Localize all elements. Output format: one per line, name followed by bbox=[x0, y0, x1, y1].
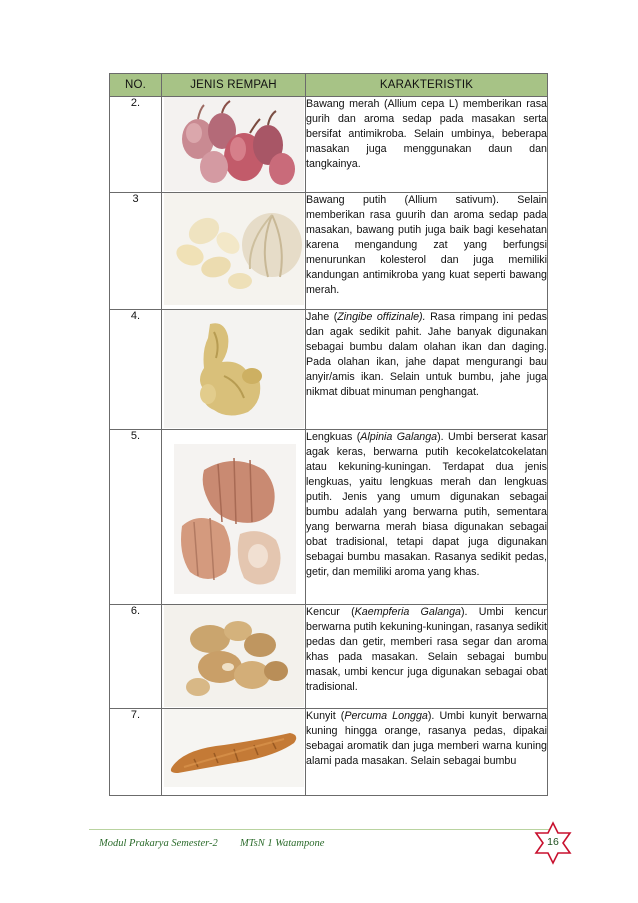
kencur-photo bbox=[162, 605, 306, 709]
header-no: NO. bbox=[110, 74, 162, 97]
description bbox=[306, 709, 548, 796]
row-number: 6. bbox=[110, 605, 162, 709]
table-row bbox=[110, 310, 548, 430]
galangal-photo bbox=[162, 430, 306, 605]
ginger-photo bbox=[162, 310, 306, 430]
footer-module-title: Modul Prakarya Semester-2 bbox=[99, 838, 218, 849]
garlic-photo-icon bbox=[164, 193, 304, 305]
table-row bbox=[110, 193, 548, 310]
spice-table bbox=[109, 73, 548, 796]
garlic-photo bbox=[162, 193, 306, 310]
desc-text: Kunyit ( bbox=[306, 710, 345, 722]
desc-text: ). Umbi kencur berwarna putih kekuning-kuningan, rasanya sedikit pedas dan getir, memberi rasa segar dan aroma khas pada masakan. Selain sebagai bumbu masak, umbi kencur juga digunakan sebagai obat tradisional. bbox=[306, 606, 547, 694]
page-number: 16 bbox=[547, 836, 559, 848]
header-karakteristik: KARAKTERISTIK bbox=[306, 74, 548, 97]
desc-text: Lengkuas ( bbox=[306, 431, 361, 443]
table-row bbox=[110, 430, 548, 605]
latin-name: Percuma Longga bbox=[344, 710, 428, 722]
turmeric-photo bbox=[162, 709, 306, 796]
desc-text: ). Umbi kunyit berwarna kuning hingga orange, rasanya pedas, dipakai sebagai aromatik dan juga memberi warna kuning alami pada masakan. Selain sebagai bumbu bbox=[306, 710, 547, 768]
kencur-photo-icon bbox=[164, 605, 304, 707]
desc-text: Rasa rimpang ini pedas dan agak sedikit pahit. Jahe banyak digunakan sebagai bumbu dalam olahan ikan dan daging. Pada olahan ikan, jahe dapat mengurangi bau anyir/amis ikan. Selain untuk bumbu, jahe juga nikmat dibuat minuman penghangat. bbox=[306, 311, 547, 399]
description bbox=[306, 310, 548, 430]
table-row bbox=[110, 97, 548, 193]
row-number: 5. bbox=[110, 430, 162, 605]
latin-name: Zingibe offizinale). bbox=[337, 311, 426, 323]
footer-school-name: MTsN 1 Watampone bbox=[240, 838, 325, 849]
row-number: 4. bbox=[110, 310, 162, 430]
ginger-photo-icon bbox=[164, 310, 304, 428]
latin-name: Kaempferia Galanga bbox=[354, 606, 461, 618]
description bbox=[306, 430, 548, 605]
desc-text: memberikan rasa gurih dan aroma sedap pada masakan serta bersifat antimikroba. Selain umbinya, beberapa masakan juga menggunakan daun dan tangkainya. bbox=[306, 98, 547, 171]
turmeric-photo-icon bbox=[164, 709, 304, 787]
latin-name: Alpinia Galanga bbox=[360, 431, 438, 443]
desc-text: Kencur ( bbox=[306, 606, 355, 618]
desc-text: Jahe ( bbox=[306, 311, 338, 323]
shallot-photo bbox=[162, 97, 306, 193]
table-row bbox=[110, 709, 548, 796]
desc-text: ). Umbi berserat kasar agak keras, berwarna putih kecokelatcokelatan atau kekuning-kuningan. Terdapat dua jenis lengkuas, yaitu lengkuas merah dan lengkuas putih. Jenis yang umum digunakan sebagai bumbu adalah yang berwarna putih, sementara yang berwarna merah biasa digunakan sebagai obat tradisional, tetapi dapat juga digunakan sebagai bumbu masakan. Rasanya sedikit pedas, getir, dan memiliki aroma yang khas. bbox=[306, 431, 547, 579]
header-jenis-rempah: JENIS REMPAH bbox=[162, 74, 306, 97]
row-number: 7. bbox=[110, 709, 162, 796]
description bbox=[306, 605, 548, 709]
desc-text: Bawang merah (Allium cepa L) bbox=[306, 98, 459, 110]
galangal-photo-icon bbox=[164, 430, 304, 602]
footer-divider bbox=[89, 829, 549, 830]
row-number: 2. bbox=[110, 97, 162, 193]
description: Bawang putih (Allium sativum). Selain memberikan rasa guurih dan aroma sedap pada masakan, bawang putih juga baik bagi kesehatan karena mengandung zat yang berfungsi menurunkan kolesterol dan juga memiliki kandungan antimikroba yang kuat seperti bawang merah. bbox=[306, 193, 548, 310]
table-row bbox=[110, 605, 548, 709]
shallot-photo-icon bbox=[164, 97, 304, 191]
table-header-row bbox=[110, 74, 548, 97]
row-number: 3 bbox=[110, 193, 162, 310]
description bbox=[306, 97, 548, 193]
